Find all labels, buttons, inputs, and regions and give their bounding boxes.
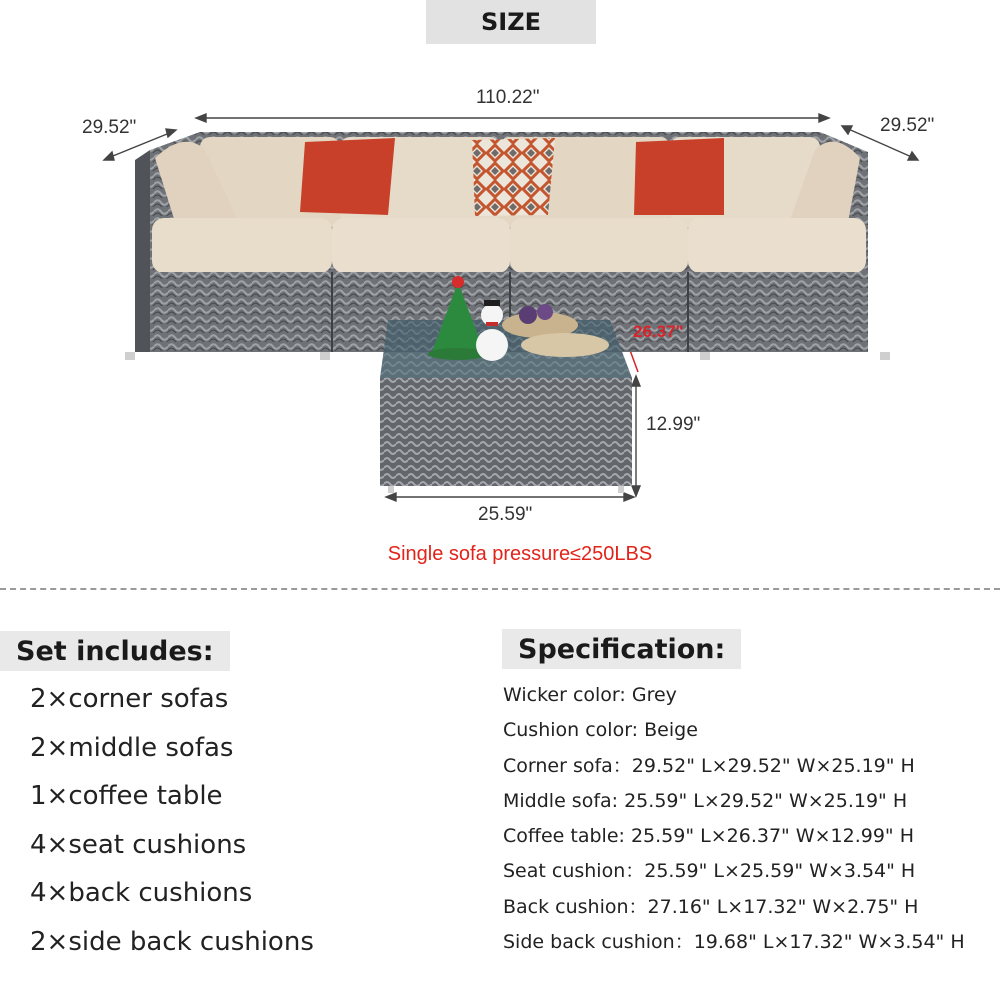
sofa-length-label: 110.22" <box>476 87 540 108</box>
spec-line: Side back cushion：19.68" L×17.32" W×3.54" H <box>503 931 965 954</box>
set-includes-title: Set includes: <box>0 631 230 671</box>
section-divider <box>0 588 1000 590</box>
spec-line: Back cushion：27.16" L×17.32" W×2.75" H <box>503 895 919 918</box>
specification-title: Specification: <box>502 629 741 669</box>
table-height-label: 12.99" <box>646 414 701 435</box>
right-depth-label: 29.52" <box>880 115 935 136</box>
list-item: 4×back cushions <box>30 878 253 909</box>
set-includes-list <box>30 680 314 972</box>
left-depth-label: 29.52" <box>82 117 137 138</box>
table-width-label: 25.59" <box>478 504 533 525</box>
spec-line: Cushion color: Beige <box>503 719 698 742</box>
specification-list <box>503 680 965 962</box>
pressure-note: Single sofa pressure≤250LBS <box>387 543 653 565</box>
list-item: 2×corner sofas <box>30 684 229 714</box>
spec-line: Corner sofa：29.52" L×29.52" W×25.19" H <box>503 754 915 777</box>
spec-line: Middle sofa: 25.59" L×29.52" W×25.19" H <box>503 789 908 812</box>
list-item: 1×coffee table <box>30 781 223 812</box>
list-item: 2×middle sofas <box>30 732 234 763</box>
spec-line: Wicker color: Grey <box>503 684 677 706</box>
list-item: 4×seat cushions <box>30 829 247 860</box>
table-depth-label: 26.37" <box>633 322 684 341</box>
size-title: SIZE <box>426 0 596 44</box>
spec-line: Seat cushion：25.59" L×25.59" W×3.54" H <box>503 860 916 883</box>
spec-line: Coffee table: 25.59" L×26.37" W×12.99" H <box>503 825 914 848</box>
list-item: 2×side back cushions <box>30 926 314 957</box>
